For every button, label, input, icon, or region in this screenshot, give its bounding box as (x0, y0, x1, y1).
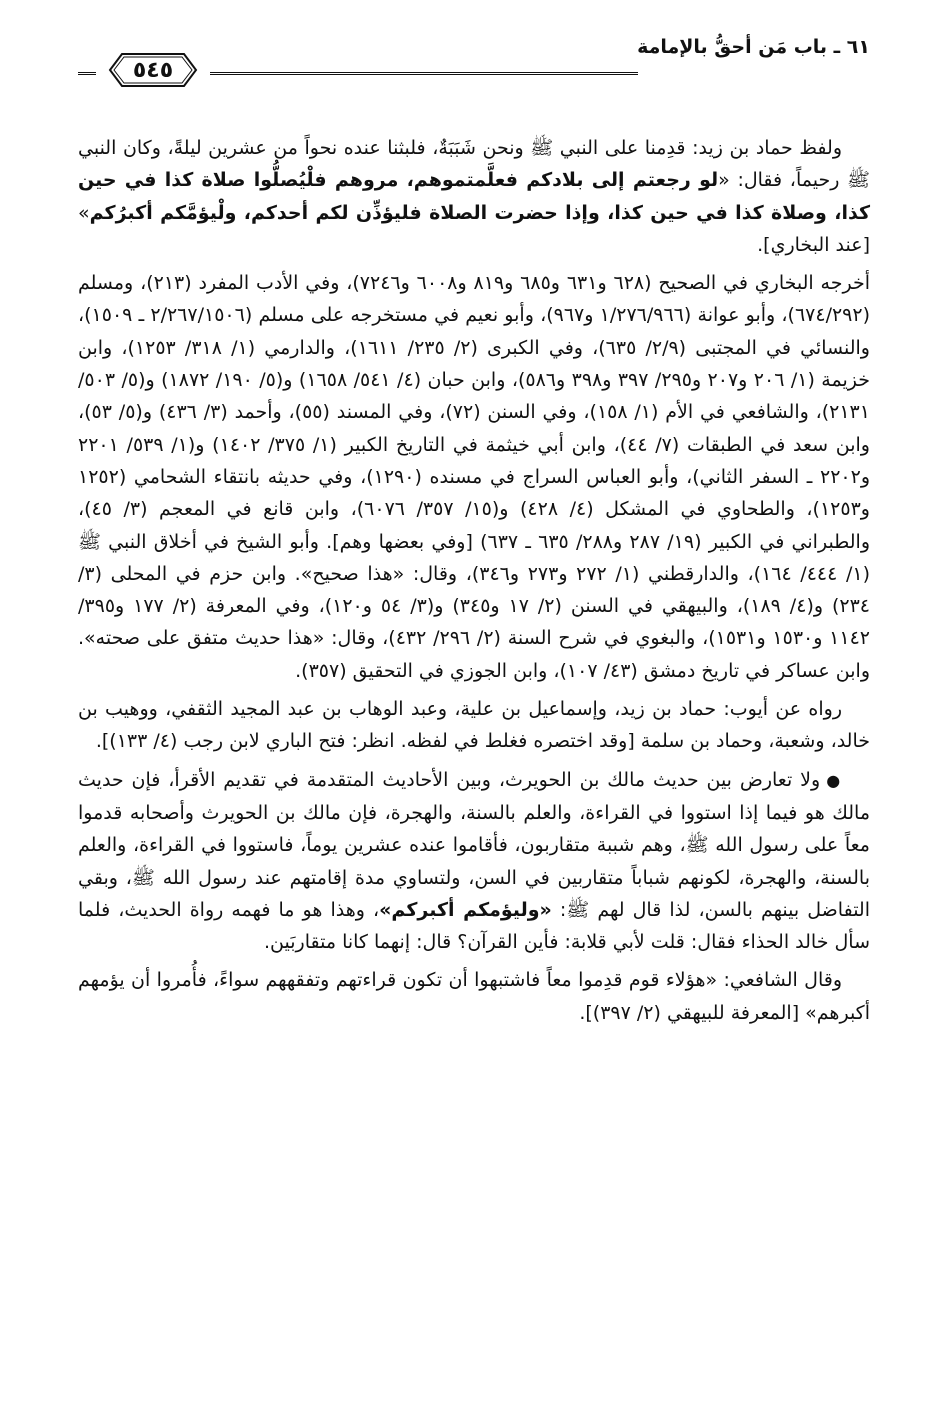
page-number: ٥٤٥ (132, 57, 174, 83)
paragraph-discussion (78, 764, 870, 959)
discussion-quote-bold: «وليؤمكم أكبركم» (379, 898, 552, 921)
page-number-ornament (104, 48, 202, 92)
paragraph-takhrij: أخرجه البخاري في الصحيح (٦٢٨ و٦٣١ و٦٨٥ و٨١٩ و٦٠٠٨ و٧٢٤٦)، وفي الأدب المفرد (٢١٣)، ومسلم (٦٧٤/٢٩٢)، وأبو عوانة (١/٢٧٦/٩٦٦ و٩٦٧)، وأبو نعيم في مستخرجه على مسلم (٢/٢٦٧/١٥٠٦ ـ ١٥٠٩)، والنسائي في المجتبى (٢/٩/ ٦٣٥)، وفي الكبرى (٢/ ٢٣٥/ ١٦١١)، والدارمي (١/ ٣١٨/ ١٢٥٣)، وابن خزيمة (١/ ٢٠٦ و٢٠٧ و٢٩٥/ ٣٩٧ و٣٩٨ و٥٨٦)، وابن حبان (٤/ ٥٤١/ ١٦٥٨) و(٥/ ١٩٠/ ١٨٧٢) و(٥/ ٥٠٣/ ٢١٣١)، والشافعي في الأم (١/ ١٥٨)، وفي السنن (٧٢)، وفي المسند (٥٥)، وأحمد (٣/ ٤٣٦) و(٥/ ٥٣)، وابن سعد في الطبقات (٧/ ٤٤)، وابن أبي خيثمة في التاريخ الكبير (١/ ٣٧٥/ ١٤٠٢) و(١/ ٥٣٩/ ٢٢٠١ و٢٢٠٢ ـ السفر الثاني)، وأبو العباس السراج في مسنده (١٢٩٠)، وفي حديثه بانتقاء الشحامي (١٢٥٢ و١٢٥٣)، والطحاوي في المشكل (٤/ ٤٢٨) و(١٥/ ٣٥٧/ ٦٠٧٦)، وابن قانع في المعجم (٣/ ٤٥)، والطبراني في الكبير (١٩/ ٢٨٧ و٢٨٨/ ٦٣٥ ـ ٦٣٧) [وفي بعضها وهم]. وأبو الشيخ في أخلاق النبي ﷺ (١/ ٤٤٤/ ١٦٤)، والدارقطني (١/ ٢٧٢ و٢٧٣ و٣٤٦)، وقال: «هذا صحيح». وابن حزم في المحلى (٣/ ٢٣٤) و(٤/ ١٨٩)، والبيهقي في السنن (٢/ ١٧ و٣٤٥) و(٣/ ٥٤ و١٢٠)، وفي المعرفة (٢/ ١٧٧ و٣٩٥/ ١١٤٢ و١٥٣٠ و١٥٣١)، والبغوي في شرح السنة (٢/ ٢٩٦/ ٤٣٢)، وقال: «هذا حديث متفق على صحته». وابن عساكر في تاريخ دمشق (٤٣/ ١٠٧)، وابن الجوزي في التحقيق (٣٥٧). (78, 272, 871, 682)
book-page (78, 28, 870, 1035)
chapter-title: ٦١ ـ باب مَن أحقُّ بالإمامة (637, 36, 870, 58)
hadith-intro: ولفظ حماد بن زيد: قدِمنا على النبي ﷺ ونحن شَبَبَةٌ، فلبثنا عنده نحواً من عشرين ليلةً، وكان النبي ﷺ رحيماً، فقال: « (78, 137, 870, 192)
hadith-quote-bold: لو رجعتم إلى بلادكم فعلَّمتموهم، مروهم فلْيُصلُّوا صلاة كذا في حين كذا، وصلاة كذا في حين كذا، وإذا حضرت الصلاة فليؤذِّن لكم أحدكم، ولْيؤمَّكم أكبرُكم (78, 169, 870, 224)
header-rule (210, 72, 638, 75)
bullet-icon: ● (826, 770, 842, 790)
paragraph-shafii: وقال الشافعي: «هؤلاء قوم قدِموا معاً فاشتبهوا أن تكون قراءتهم وتفقههم سواءً، فأُمروا أن يؤمهم أكبرهم» [المعرفة للبيهقي (٢/ ٣٩٧)]. (78, 969, 870, 1024)
header-rule-left (78, 72, 96, 75)
running-header (78, 28, 870, 83)
discussion-text: ولا تعارض بين حديث مالك بن الحويرث، وبين الأحاديث المتقدمة في تقديم الأقرأ، فإن حديث مالك هو فيما إذا استووا في القراءة، والعلم بالسنة، والهجرة، فإن مالك بن الحويرث وأصحابه قدموا معاً على رسول الله ﷺ، وهم شببة متقاربون، فأقاموا عنده عشرين يوماً، فاستووا في القراءة، والعلم بالسنة، والهجرة، لكونهم شباباً متقاربين في السن، ولتساوي مدة إقامتهم عند رسول الله ﷺ، وبقي التفاضل بينهم بالسن، لذا قال لهم ﷺ: (78, 768, 871, 921)
discussion-text-end: ، وهذا هو ما فهمه رواة الحديث، فلما سأل خالد الحذاء فقال: قلت لأبي قلابة: فأين القرآن؟ قال: إنهما كانا متقاربَين. (78, 898, 870, 954)
hadith-source: » [عند البخاري]. (78, 201, 870, 256)
paragraph-narrators: رواه عن أيوب: حماد بن زيد، وإسماعيل بن علية، وعبد الوهاب بن عبد المجيد الثقفي، ووهيب بن خالد، وشعبة، وحماد بن سلمة [وقد اختصره فغلط في لفظه. انظر: فتح الباري لابن رجب (٤/ ١٣٣)]. (78, 698, 870, 753)
body-text (78, 132, 870, 1029)
paragraph-hadith-text (78, 132, 870, 261)
